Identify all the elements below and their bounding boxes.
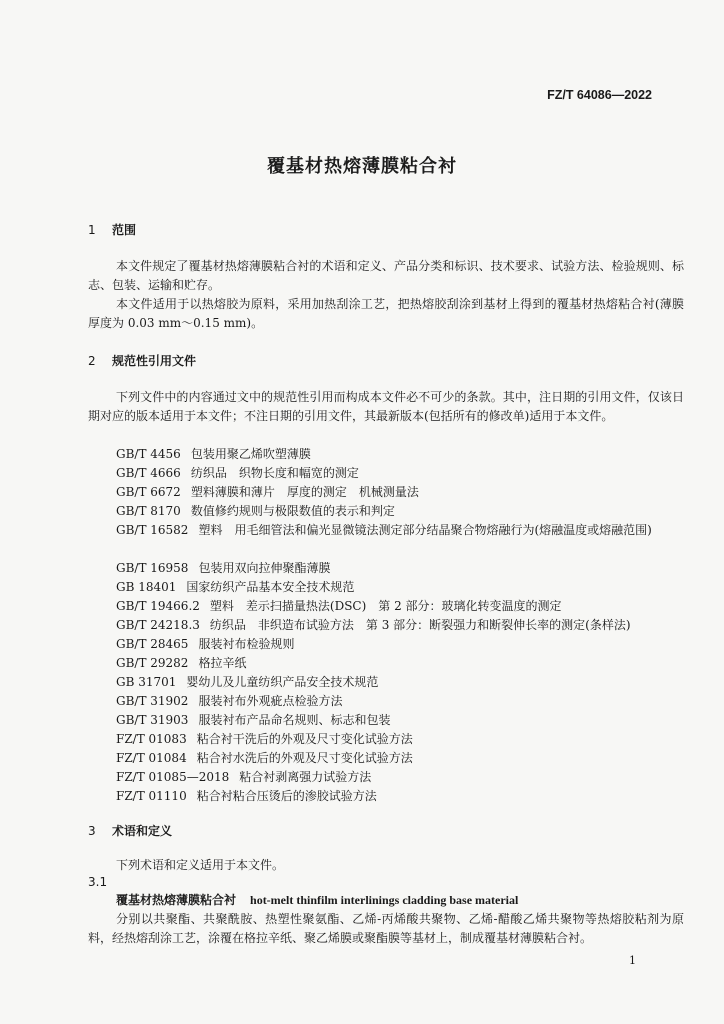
reference-item: FZ/T 01083 粘合衬干洗后的外观及尺寸变化试验方法 bbox=[116, 732, 413, 746]
reference-item: GB 18401 国家纺织产品基本安全技术规范 bbox=[116, 580, 355, 594]
term-definition: 分别以共聚酯、共聚酰胺、热塑性聚氨酯、乙烯-丙烯酸共聚物、乙烯-醋酸乙烯共聚物等热熔胶粘剂为原料，经热熔刮涂工艺，涂覆在格拉辛纸、聚乙烯膜或聚酯膜等基材上，制成覆基材薄膜粘合衬。 bbox=[88, 912, 684, 945]
normative-intro-paragraph: 下列文件中的内容通过文中的规范性引用而构成本文件必不可少的条款。其中，注日期的引用文件，仅该日期对应的版本适用于本文件；不注日期的引用文件，其最新版本(包括所有的修改单)适用于本文件。 bbox=[88, 390, 684, 423]
reference-item: GB/T 16582 塑料 用毛细管法和偏光显微镜法测定部分结晶聚合物熔融行为(熔融温度或熔融范围) bbox=[116, 523, 652, 537]
terms-intro-paragraph: 下列术语和定义适用于本文件。 bbox=[116, 858, 285, 872]
reference-list bbox=[88, 445, 684, 806]
reference-item: GB 31701 婴幼儿及儿童纺织产品安全技术规范 bbox=[116, 675, 379, 689]
scope-paragraph-1: 本文件规定了覆基材热熔薄膜粘合衬的术语和定义、产品分类和标识、技术要求、试验方法、检验规则、标志、包装、运输和贮存。 bbox=[88, 259, 684, 292]
section-title: 范围 bbox=[112, 223, 137, 237]
reference-item: GB/T 4456 包装用聚乙烯吹塑薄膜 bbox=[116, 447, 311, 461]
reference-item: GB/T 4666 纺织品 织物长度和幅宽的测定 bbox=[116, 466, 359, 480]
reference-item: GB/T 31903 服装衬布产品命名规则、标志和包装 bbox=[116, 713, 391, 727]
scope-paragraph-2: 本文件适用于以热熔胶为原料，采用加热刮涂工艺，把热熔胶刮涂到基材上得到的覆基材热熔粘合衬(薄膜厚度为 0.03 mm～0.15 mm)。 bbox=[88, 297, 684, 330]
term-english: hot-melt thinfilm interlinings cladding base material bbox=[250, 893, 519, 907]
term-entry bbox=[116, 891, 518, 908]
reference-item: GB/T 24218.3 纺织品 非织造布试验方法 第 3 部分：断裂强力和断裂伸长率的测定(条样法) bbox=[116, 618, 631, 632]
section-heading-scope bbox=[88, 221, 136, 238]
term-chinese: 覆基材热熔薄膜粘合衬 bbox=[116, 893, 237, 907]
section-number: 3 bbox=[88, 824, 96, 838]
reference-item: FZ/T 01084 粘合衬水洗后的外观及尺寸变化试验方法 bbox=[116, 751, 413, 765]
reference-item: GB/T 8170 数值修约规则与极限数值的表示和判定 bbox=[116, 504, 395, 518]
reference-item: FZ/T 01085—2018 粘合衬剥离强力试验方法 bbox=[116, 770, 372, 784]
reference-item: FZ/T 01110 粘合衬粘合压烫后的渗胶试验方法 bbox=[116, 789, 377, 803]
document-title: 覆基材热熔薄膜粘合衬 bbox=[267, 156, 457, 177]
section-heading-terms bbox=[88, 822, 172, 839]
clause-number: 3.1 bbox=[88, 875, 108, 889]
reference-item: GB/T 31902 服装衬布外观疵点检验方法 bbox=[116, 694, 343, 708]
reference-item: GB/T 28465 服装衬布检验规则 bbox=[116, 637, 295, 651]
reference-item: GB/T 19466.2 塑料 差示扫描量热法(DSC) 第 2 部分：玻璃化转变温度的测定 bbox=[116, 599, 562, 613]
reference-item: GB/T 6672 塑料薄膜和薄片 厚度的测定 机械测量法 bbox=[116, 485, 419, 499]
reference-item: GB/T 29282 格拉辛纸 bbox=[116, 656, 247, 670]
standard-code: FZ/T 64086—2022 bbox=[547, 88, 652, 102]
section-title: 术语和定义 bbox=[112, 824, 173, 838]
reference-item: GB/T 16958 包装用双向拉伸聚酯薄膜 bbox=[116, 561, 331, 575]
page-number: 1 bbox=[629, 954, 636, 967]
section-number: 1 bbox=[88, 223, 96, 237]
section-number: 2 bbox=[88, 354, 96, 368]
section-heading-normative-references bbox=[88, 352, 196, 369]
section-title: 规范性引用文件 bbox=[112, 354, 197, 368]
